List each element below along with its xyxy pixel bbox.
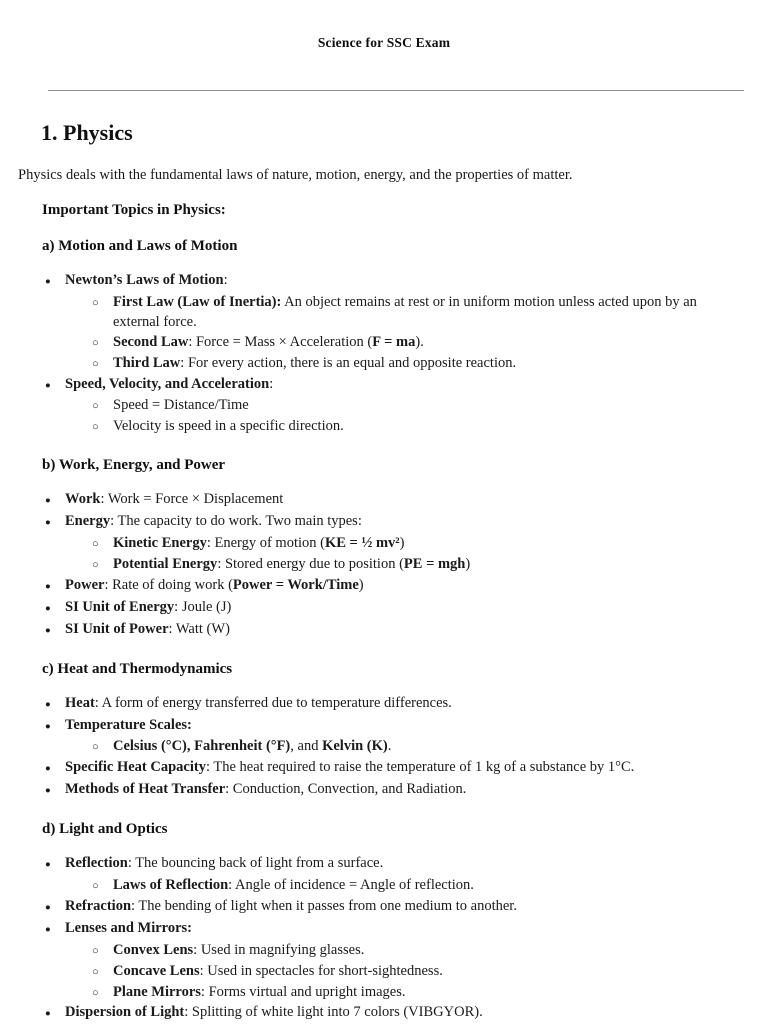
list-item-text: Newton’s Laws of Motion: — [65, 272, 228, 288]
list-item — [40, 555, 744, 576]
list-item — [40, 780, 744, 802]
document-header-title: Science for SSC Exam — [317, 35, 451, 50]
open-bullet-icon: ○ — [92, 986, 99, 999]
filled-bullet-icon: ● — [45, 518, 51, 529]
filled-bullet-icon: ● — [45, 699, 51, 710]
list-item — [40, 293, 744, 333]
open-bullet-icon: ○ — [92, 357, 99, 370]
filled-bullet-icon: ● — [45, 380, 51, 391]
section-heading: a) Motion and Laws of Motion — [42, 238, 238, 254]
list-item-text: Concave Lens: Used in spectacles for short-sightedness. — [113, 962, 443, 979]
list-item — [40, 897, 744, 919]
list-item — [40, 534, 744, 555]
list-item — [40, 620, 744, 642]
section-list — [40, 271, 744, 438]
section-list — [40, 490, 744, 641]
open-bullet-icon: ○ — [92, 421, 99, 434]
filled-bullet-icon: ● — [45, 721, 51, 732]
open-bullet-icon: ○ — [92, 944, 99, 957]
list-item — [40, 512, 744, 534]
list-item — [40, 396, 744, 417]
list-item-text: Reflection: The bouncing back of light from a surface. — [65, 855, 384, 872]
open-bullet-icon: ○ — [92, 965, 99, 978]
filled-bullet-icon: ● — [45, 1009, 51, 1020]
list-item — [40, 758, 744, 780]
list-item — [40, 919, 744, 941]
list-item — [40, 716, 744, 738]
list-item-text: Dispersion of Light: Splitting of white light into 7 colors (VIBGYOR). — [65, 1004, 483, 1021]
filled-bullet-icon: ● — [45, 860, 51, 871]
list-item — [40, 983, 744, 1004]
list-item-text: SI Unit of Energy: Joule (J) — [65, 598, 232, 615]
list-item — [40, 417, 744, 438]
sections-container — [40, 238, 744, 1025]
list-item — [40, 941, 744, 962]
list-item — [40, 876, 744, 897]
list-item-text: Energy: The capacity to do work. Two main types: — [65, 513, 362, 530]
list-item-text: Celsius (°C), Fahrenheit (°F), and Kelvin (K). — [113, 738, 392, 755]
filled-bullet-icon: ● — [45, 581, 51, 592]
topics-subheading: Important Topics in Physics: — [42, 202, 226, 218]
section-list — [40, 694, 744, 803]
open-bullet-icon: ○ — [92, 880, 99, 893]
list-item-text: Plane Mirrors: Forms virtual and upright images. — [113, 983, 406, 1000]
filled-bullet-icon: ● — [45, 786, 51, 797]
list-item-text: Temperature Scales: — [65, 716, 192, 733]
filled-bullet-icon: ● — [45, 277, 51, 287]
page-title: 1. Physics — [41, 120, 133, 145]
list-item-text: Third Law: For every action, there is an equal and opposite reaction. — [113, 354, 517, 371]
document-body — [0, 120, 768, 1025]
list-item — [40, 737, 744, 758]
list-item-text: Power: Rate of doing work (Power = Work/Time) — [65, 576, 364, 593]
list-item-text: Lenses and Mirrors: — [65, 919, 193, 936]
list-item-text: Work: Work = Force × Displacement — [65, 491, 284, 508]
list-item — [40, 271, 744, 293]
list-item-text: Potential Energy: Stored energy due to position (PE = mgh) — [113, 555, 471, 572]
list-item — [40, 694, 744, 716]
list-item-text: Laws of Reflection: Angle of incidence = Angle of reflection. — [113, 877, 474, 894]
list-item-text: Second Law: Force = Mass × Acceleration (F = ma). — [113, 333, 424, 350]
list-item — [40, 576, 744, 598]
list-item-text: SI Unit of Power: Watt (W) — [65, 620, 230, 637]
open-bullet-icon: ○ — [92, 538, 99, 551]
list-item-text: Velocity is speed in a specific direction. — [113, 418, 344, 435]
section-heading: d) Light and Optics — [42, 821, 168, 838]
open-bullet-icon: ○ — [92, 296, 99, 309]
filled-bullet-icon: ● — [45, 496, 51, 507]
open-bullet-icon: ○ — [92, 336, 99, 349]
list-item-text: Heat: A form of energy transferred due to temperature differences. — [65, 694, 452, 711]
section-heading: c) Heat and Thermodynamics — [42, 660, 233, 677]
intro-paragraph: Physics deals with the fundamental laws of nature, motion, energy, and the properties of matter. — [18, 167, 573, 183]
section-heading: b) Work, Energy, and Power — [42, 457, 226, 474]
list-item-text: Speed = Distance/Time — [113, 397, 249, 414]
header-divider — [48, 90, 744, 91]
list-item-text: First Law (Law of Inertia): An object remains at rest or in uniform motion unless acted upon by an external force. — [113, 293, 697, 330]
list-item-text: Methods of Heat Transfer: Conduction, Convection, and Radiation. — [65, 781, 467, 798]
list-item — [40, 354, 744, 375]
open-bullet-icon: ○ — [92, 558, 99, 571]
filled-bullet-icon: ● — [45, 603, 51, 614]
open-bullet-icon: ○ — [92, 400, 99, 413]
open-bullet-icon: ○ — [92, 741, 99, 754]
list-item-text: Kinetic Energy: Energy of motion (KE = ½ mv²) — [113, 535, 405, 552]
list-item-text: Refraction: The bending of light when it passes from one medium to another. — [65, 897, 517, 914]
list-item — [40, 598, 744, 620]
filled-bullet-icon: ● — [45, 764, 51, 775]
list-item-text: Convex Lens: Used in magnifying glasses. — [113, 941, 365, 958]
list-item — [40, 854, 744, 876]
filled-bullet-icon: ● — [45, 924, 51, 935]
list-item — [40, 333, 744, 354]
list-item-text: Speed, Velocity, and Acceleration: — [65, 375, 274, 392]
list-item — [40, 375, 744, 397]
list-item-text: Specific Heat Capacity: The heat required to raise the temperature of 1 kg of a substance by 1°C. — [65, 759, 635, 776]
list-item — [40, 490, 744, 512]
list-item — [40, 1003, 744, 1025]
section-list — [40, 854, 744, 1025]
filled-bullet-icon: ● — [45, 902, 51, 913]
filled-bullet-icon: ● — [45, 625, 51, 636]
list-item — [40, 962, 744, 983]
